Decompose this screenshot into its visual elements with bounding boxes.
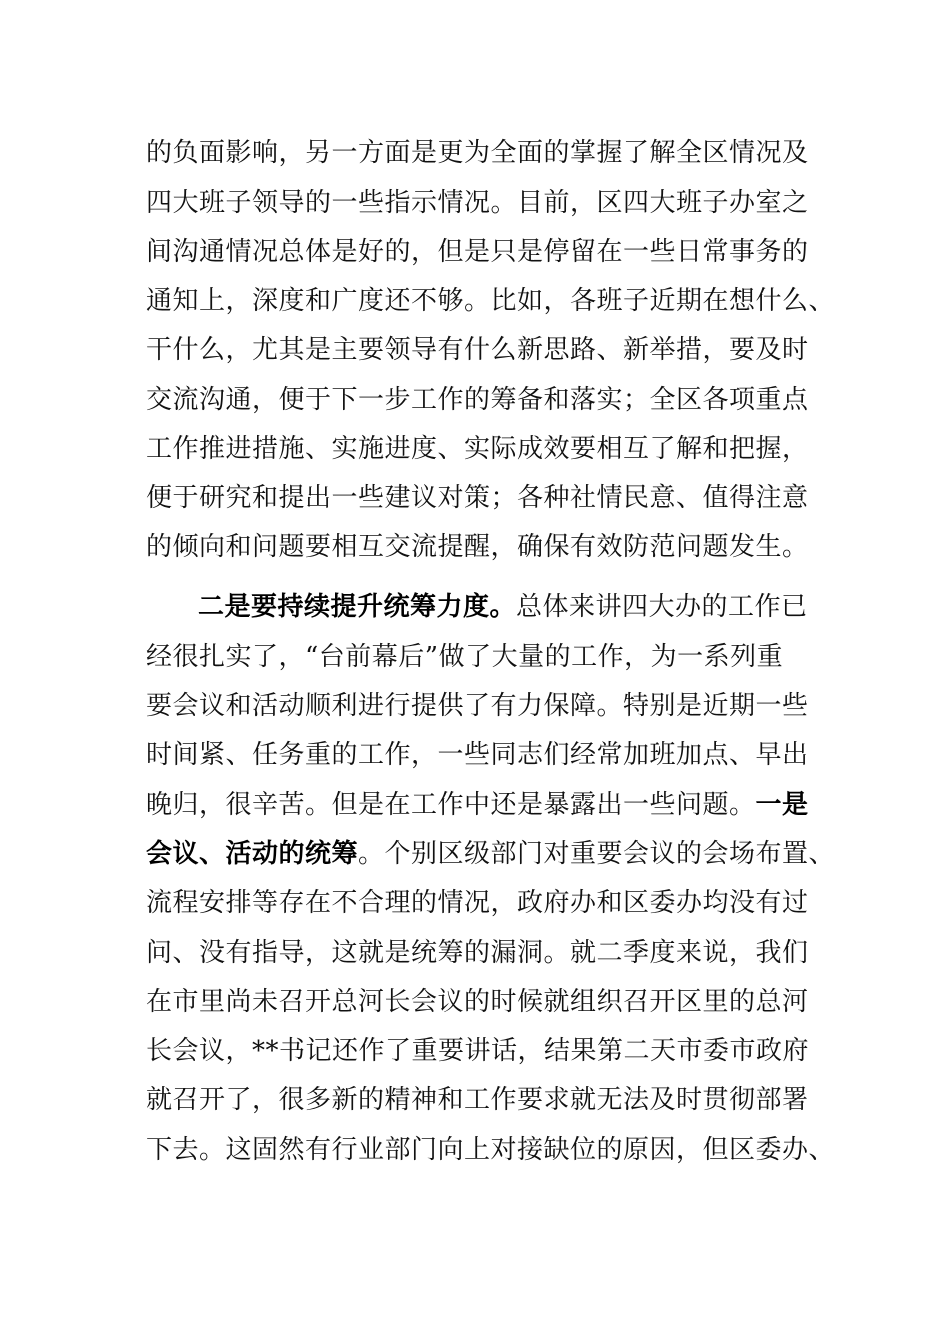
paragraph-2-line-3: 要会议和活动顺利进行提供了有力保障。特别是近期一些 [146, 691, 809, 721]
paragraph-2-line-9: 在市里尚未召开总河长会议的时候就组织召开区里的总河 [146, 987, 809, 1017]
paragraph-1-line-8: 便于研究和提出一些建议对策；各种社情民意、值得注意 [146, 483, 809, 513]
paragraph-2-line-5-text: 晚归，很辛苦。但是在工作中还是暴露出一些问题。 [146, 790, 756, 820]
paragraph-2-line-4: 时间紧、任务重的工作，一些同志们经常加班加点、早出 [146, 740, 809, 770]
paragraph-1-line-2: 四大班子领导的一些指示情况。目前，区四大班子办室之 [146, 188, 809, 218]
paragraph-1-line-5: 干什么，尤其是主要领导有什么新思路、新举措，要及时 [146, 335, 809, 365]
section-heading-2: 二是要持续提升统筹力度。 [198, 592, 517, 622]
paragraph-2-line-8: 问、没有指导，这就是统筹的漏洞。就二季度来说，我们 [146, 938, 809, 968]
paragraph-2-line-7: 流程安排等存在不合理的情况，政府办和区委办均没有过 [146, 888, 809, 918]
point-one-heading: 会议、活动的统筹 [146, 839, 359, 869]
paragraph-2-line-6-text: 。个别区级部门对重要会议的会场布置、 [358, 839, 836, 869]
paragraph-1-line-7: 工作推进措施、实施进度、实际成效要相互了解和把握， [146, 434, 809, 464]
paragraph-2-line-6 [146, 829, 836, 879]
paragraph-1-line-4: 通知上，深度和广度还不够。比如，各班子近期在想什么、 [146, 286, 836, 316]
paragraph-2-line-11: 就召开了，很多新的精神和工作要求就无法及时贯彻部署 [146, 1085, 809, 1115]
paragraph-2-line-12: 下去。这固然有行业部门向上对接缺位的原因，但区委办、 [146, 1135, 836, 1165]
paragraph-2-line-2: 经很扎实了，“台前幕后”做了大量的工作，为一系列重 [146, 642, 784, 672]
paragraph-2-line-10: 长会议，**书记还作了重要讲话，结果第二天市委市政府 [146, 1036, 810, 1066]
paragraph-1-line-1: 的负面影响，另一方面是更为全面的掌握了解全区情况及 [146, 138, 809, 168]
paragraph-2-line-1 [198, 582, 806, 632]
paragraph-2-line-1-text: 总体来讲四大办的工作已 [516, 592, 808, 622]
paragraph-1-line-6: 交流沟通，便于下一步工作的筹备和落实；全区各项重点 [146, 385, 809, 415]
paragraph-1-line-9: 的倾向和问题要相互交流提醒，确保有效防范问题发生。 [146, 532, 809, 562]
paragraph-1-line-3: 间沟通情况总体是好的，但是只是停留在一些日常事务的 [146, 237, 809, 267]
point-one-label: 一是 [755, 790, 809, 820]
paragraph-2-line-5 [146, 780, 809, 830]
